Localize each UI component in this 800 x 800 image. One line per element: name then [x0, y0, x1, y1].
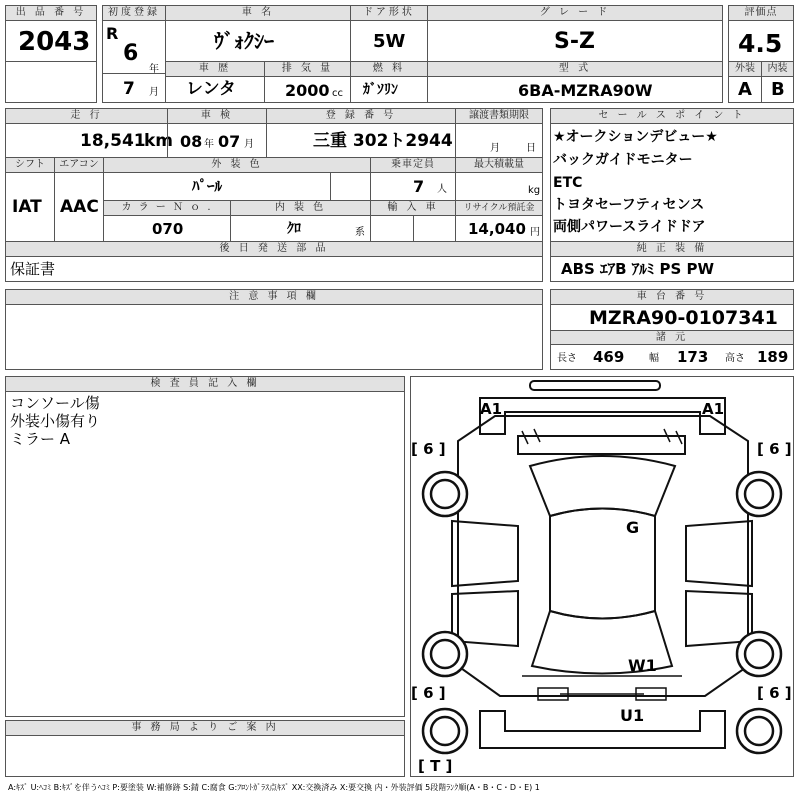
inspector-box	[5, 391, 405, 717]
inspection-month-unit: 月	[244, 139, 254, 150]
interior-grade-box	[761, 76, 794, 103]
roof-line	[530, 381, 660, 390]
grade-label: グ レ ー ド	[427, 5, 723, 21]
sales-point-item: ★オークションデビュー★	[553, 129, 718, 145]
first-registration-label: 初度登録	[102, 5, 166, 21]
diagram-label-w1: W1	[628, 656, 657, 675]
tire-rear-left: [ 6 ]	[411, 684, 446, 702]
sales-point-item: バックガイドモニター	[553, 152, 693, 168]
import-box	[370, 215, 456, 242]
registration-month: 7	[123, 79, 135, 99]
ac-box	[54, 172, 104, 242]
lot-blank-box	[5, 61, 97, 103]
displacement: 2000	[285, 81, 330, 100]
mileage-box	[5, 123, 174, 158]
capacity: 7	[413, 177, 425, 196]
first-registration-box	[102, 20, 166, 103]
capacity-unit: 人	[437, 184, 447, 195]
type-label: 型 式	[427, 61, 723, 77]
notes-label: 注 意 事 項 欄	[5, 289, 543, 305]
sales-point-item: 両側パワースライドドア	[553, 219, 706, 235]
ac-label: エアコン	[54, 157, 104, 173]
interior-color-box	[230, 215, 371, 242]
inspector-label: 検 査 員 記 入 欄	[5, 376, 405, 392]
fuel-box	[350, 76, 428, 103]
type-box	[427, 76, 723, 103]
length-label: 長さ	[557, 353, 577, 364]
type-code: 6BA-MZRA90W	[518, 81, 653, 100]
inspection-year-unit: 年	[204, 139, 214, 150]
model-name: ｳﾞｫｸｼｰ	[214, 29, 274, 53]
equipment-box	[550, 256, 794, 282]
plate: 三重 302ト2944	[313, 131, 453, 151]
plate-label: 登 録 番 号	[266, 108, 456, 124]
inspector-note: 外装小傷有り	[10, 412, 101, 430]
shift-box	[5, 172, 55, 242]
rear-bumper	[480, 711, 725, 748]
door-type: 5W	[373, 31, 406, 52]
diagram-label-a1-right: A1	[702, 400, 725, 418]
height-label: 高さ	[725, 353, 745, 364]
mileage-unit: km	[144, 131, 174, 151]
chassis-box	[550, 304, 794, 331]
displacement-unit: cc	[332, 88, 343, 99]
legend: A:ｷｽﾞ U:ﾍｺﾐ B:ｷｽﾞを伴うﾍｺﾐ P:要塗装 W:補修跡 S:錆 C:腐食 G:ﾌﾛﾝﾄｶﾞﾗｽ点ｷｽﾞ XX:交換済み X:要交換 内・外装評価 5段階ﾗﾝｸ順(A・B・C・D・E) 1	[8, 783, 540, 792]
length-value: 469	[593, 348, 625, 366]
exterior-color-label: 外 装 色	[103, 157, 371, 173]
inspection-year: 08	[180, 132, 203, 151]
door-type-label: ドア形状	[350, 5, 428, 21]
later-parts-label: 後 日 発 送 部 品	[5, 241, 543, 257]
front-right-door	[686, 521, 752, 586]
color-number-box	[103, 215, 231, 242]
exterior-grade-box	[728, 76, 762, 103]
hood	[518, 436, 685, 454]
diagram-label-a1-left: A1	[480, 400, 503, 418]
max-load-box	[455, 172, 543, 201]
inspection-label: 車 検	[167, 108, 267, 124]
tire-front-right: [ 6 ]	[757, 440, 792, 458]
fuel-label: 燃 料	[350, 61, 428, 77]
chassis-number: MZRA90-0107341	[589, 307, 778, 329]
displacement-label: 排 気 量	[264, 61, 351, 77]
transfer-month-unit: 月	[490, 143, 500, 154]
notes-box	[5, 304, 543, 370]
door-type-box	[350, 20, 428, 62]
color-number: 070	[152, 220, 184, 238]
inspection-box	[167, 123, 267, 158]
exterior-color-box	[103, 172, 371, 201]
tire-front-left: [ 6 ]	[411, 440, 446, 458]
shift-label: シフト	[5, 157, 55, 173]
diagram-label-t: [ T ]	[418, 757, 453, 775]
diagram-label-g: G	[626, 518, 640, 537]
model-name-box	[165, 20, 351, 62]
recycle-box	[455, 215, 543, 242]
transfer-deadline-box	[455, 123, 543, 158]
width-value: 173	[677, 348, 709, 366]
diagram-label-u1: U1	[620, 706, 645, 725]
grade: S-Z	[554, 29, 595, 54]
exterior-grade-label: 外装	[728, 61, 762, 77]
later-parts-box	[5, 256, 543, 282]
recycle-deposit: 14,040	[468, 220, 526, 238]
recycle-label: リサイクル預託金	[455, 200, 543, 216]
roof	[550, 509, 655, 619]
front-left-door	[452, 521, 518, 586]
interior-grade: B	[771, 79, 785, 100]
rear-left-door	[452, 591, 518, 646]
interior-color-suffix: 系	[355, 227, 365, 238]
interior-grade-label: 内装	[761, 61, 794, 77]
fuel: ｶﾞｿﾘﾝ	[363, 82, 398, 98]
capacity-label: 乗車定員	[370, 157, 456, 173]
specs-label: 諸 元	[550, 330, 794, 345]
score: 4.5	[738, 29, 783, 58]
sales-point-item: トヨタセーフティセンス	[553, 197, 705, 213]
era: R	[106, 24, 119, 43]
history-label: 車 歴	[165, 61, 265, 77]
max-load-label: 最大積載量	[455, 157, 543, 173]
capacity-box	[370, 172, 456, 201]
exterior-color: ﾊﾟｰﾙ	[192, 177, 223, 195]
import-label: 輸 入 車	[370, 200, 456, 216]
color-number-label: カ ラ ー Ｎ ｏ .	[103, 200, 231, 216]
interior-color-label: 内 装 色	[230, 200, 371, 216]
displacement-box	[264, 76, 351, 103]
lot-number: 2043	[18, 27, 91, 57]
recycle-unit: 円	[530, 227, 540, 238]
windshield	[530, 456, 675, 516]
tire-rear-right: [ 6 ]	[757, 684, 792, 702]
exterior-grade: A	[738, 79, 752, 100]
ac: AAC	[60, 197, 99, 217]
registration-year: 6	[123, 41, 139, 66]
rear-right-door	[686, 591, 752, 646]
width-label: 幅	[649, 353, 659, 364]
transfer-day-unit: 日	[526, 143, 536, 154]
transfer-deadline-label: 譲渡書類期限	[455, 108, 543, 124]
specs-box	[550, 344, 794, 370]
chassis-label: 車 台 番 号	[550, 289, 794, 305]
mileage: 18,541	[80, 131, 146, 151]
tire-icons	[423, 472, 781, 753]
inspector-note: コンソール傷	[10, 394, 100, 412]
office-box	[5, 735, 405, 777]
inspector-note: ミラー A	[10, 430, 71, 448]
front-body	[458, 416, 748, 696]
month-unit: 月	[149, 87, 159, 98]
later-parts: 保証書	[10, 260, 56, 278]
grade-box	[427, 20, 723, 62]
mileage-label: 走 行	[5, 108, 168, 124]
sales-point-item: ETC	[553, 175, 583, 191]
max-load-unit: kg	[528, 185, 541, 196]
height-value: 189	[757, 348, 789, 366]
interior-color: ｸﾛ	[287, 221, 301, 237]
equipment-label: 純 正 装 備	[550, 241, 794, 257]
sales-points-label: セ ー ル ス ポ イ ン ト	[550, 108, 794, 124]
score-box	[728, 20, 794, 62]
year-unit: 年	[149, 64, 159, 75]
history-box	[165, 76, 265, 103]
score-label: 評価点	[728, 5, 794, 21]
sales-points-box	[550, 123, 794, 242]
inspection-month: 07	[218, 132, 241, 151]
lot-number-box	[5, 20, 97, 62]
history: レンタ	[186, 79, 236, 99]
shift: IAT	[12, 197, 42, 217]
model-name-label: 車 名	[165, 5, 351, 21]
equipment-items: ABS ｴｱB ｱﾙﾐ PS PW	[561, 260, 715, 278]
office-label: 事 務 局 よ り ご 案 内	[5, 720, 405, 736]
lot-number-label: 出 品 番 号	[5, 5, 97, 21]
plate-box	[266, 123, 456, 158]
car-diagram	[410, 376, 794, 777]
